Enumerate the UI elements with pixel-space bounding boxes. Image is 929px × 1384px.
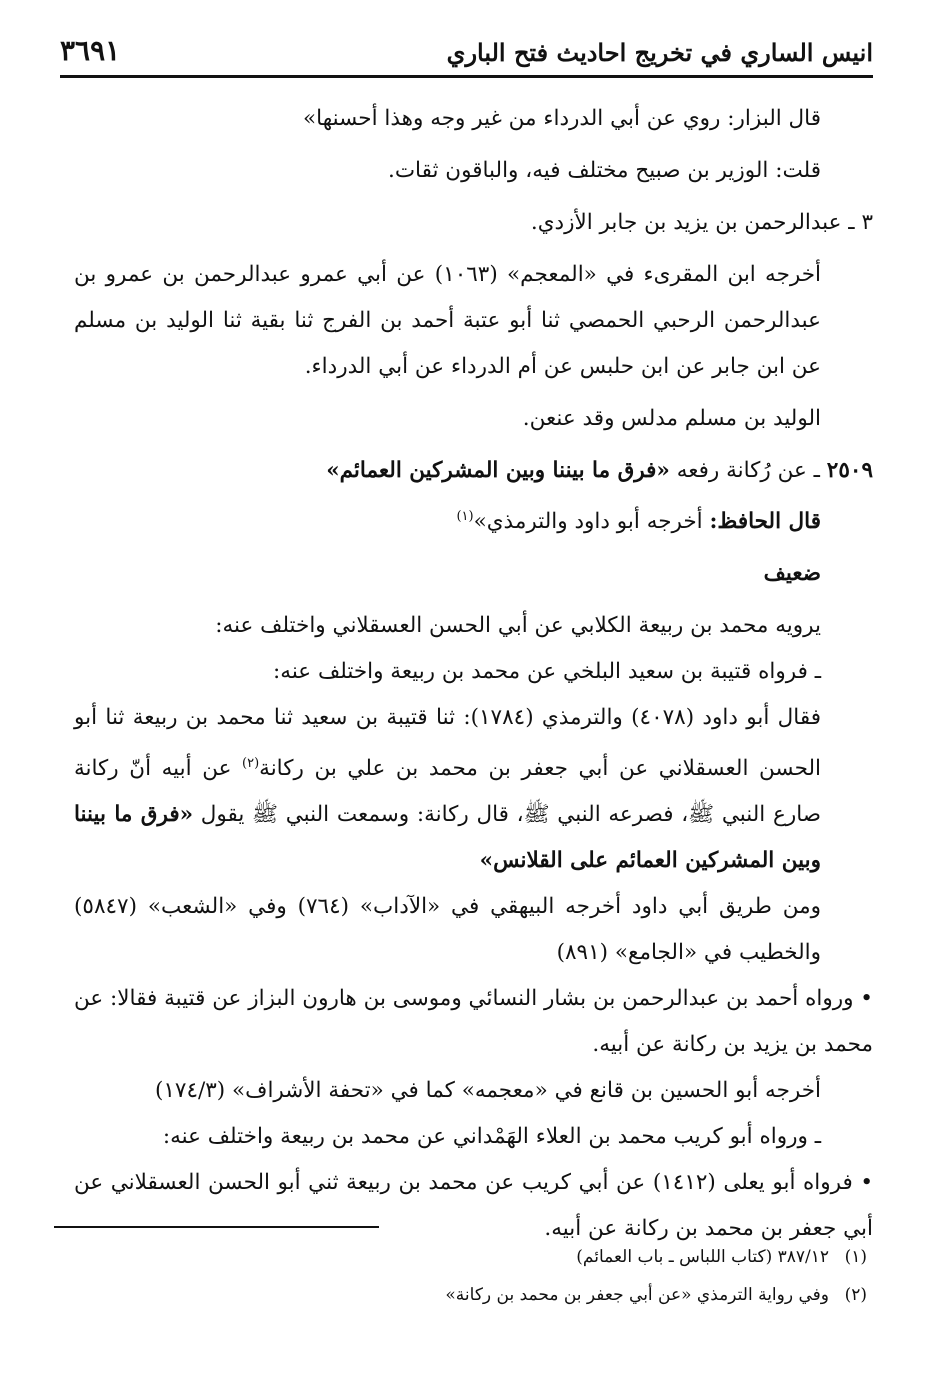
page-number: ٣٦٩١ bbox=[60, 34, 121, 67]
footnote-text: وفي رواية الترمذي «عن أبي جعفر بن محمد بن ركانة» bbox=[445, 1285, 829, 1305]
hadith-number: ٢٥٠٩ bbox=[826, 458, 873, 483]
paragraph: قلت: الوزير بن صبيح مختلف فيه، والباقون ثقات. bbox=[387, 158, 821, 183]
paragraph: ـ ورواه أبو كريب محمد بن العلاء الهَمْداني عن محمد بن ربيعة واختلف عنه: bbox=[162, 1124, 821, 1150]
footnotes bbox=[74, 1238, 873, 1314]
header-rule bbox=[60, 75, 873, 78]
hadith-entry bbox=[74, 448, 873, 494]
book-title: انيس الساري في تخريج احاديث فتح الباري bbox=[446, 38, 873, 67]
hafiz-label: قال الحافظ: bbox=[709, 509, 821, 535]
page-body bbox=[74, 96, 873, 1252]
hadith-intro: ـ عن رُكانة رفعه bbox=[676, 458, 820, 483]
running-header bbox=[60, 30, 873, 78]
paragraph: أخرجه أبو الحسين بن قانع في «معجمه» كما في «تحفة الأشراف» (١٧٤/٣) bbox=[154, 1078, 821, 1104]
hadith-text: «فرق ما بيننا وبين المشركين العمائم» bbox=[326, 458, 670, 483]
paragraph: قال البزار: روي عن أبي الدرداء من غير وجه وهذا أحسنها» bbox=[303, 106, 821, 131]
hafiz-text: أخرجه أبو داود والترمذي» bbox=[473, 509, 703, 535]
paragraph bbox=[74, 695, 873, 884]
paragraph: • ورواه أحمد بن عبدالرحمن بن بشار النسائي وموسى بن هارون البزاز عن قتيبة فقالا: عن محمد بن يزيد بن ركانة عن أبيه. bbox=[74, 986, 873, 1058]
footnote-number: (١) bbox=[844, 1247, 867, 1267]
text-run: عن أبيه أنّ ركانة صارع النبي ﷺ، فصرعه النبي ﷺ، قال ركانة: وسمعت النبي ﷺ يقول bbox=[74, 756, 822, 828]
hafiz-statement bbox=[74, 494, 873, 545]
footnote-number: (٢) bbox=[844, 1285, 867, 1305]
footnote-text: ٣٨٧/١٢ (كتاب اللباس ـ باب العمائم) bbox=[576, 1247, 829, 1267]
paragraph: ٣ ـ عبدالرحمن بن يزيد بن جابر الأزدي. bbox=[530, 210, 873, 235]
footnote-ref: (٢) bbox=[242, 756, 260, 772]
paragraph: ـ فرواه قتيبة بن سعيد البلخي عن محمد بن ربيعة واختلف عنه: bbox=[273, 659, 821, 685]
paragraph: يرويه محمد بن ربيعة الكلابي عن أبي الحسن العسقلاني واختلف عنه: bbox=[215, 613, 821, 639]
text-run: فقال أبو داود (٤٠٧٨) والترمذي (١٧٨٤): ثنا قتيبة بن سعيد ثنا محمد بن ربيعة ثنا أبو الحسن العسقلاني عن أبي جعفر بن محمد بن علي بن ركانة bbox=[74, 705, 821, 782]
footnote-rule bbox=[54, 1226, 379, 1228]
paragraph: ومن طريق أبي داود أخرجه البيهقي في «الآداب» (٧٦٤) وفي «الشعب» (٥٨٤٧) والخطيب في «الجامع» (٨٩١) bbox=[74, 894, 821, 966]
grade: ضعيف bbox=[763, 561, 821, 587]
paragraph: • فرواه أبو يعلى (١٤١٢) عن أبي كريب عن محمد بن ربيعة ثني أبو الحسن العسقلاني عن أبي جعفر بن محمد بن ركانة عن أبيه. bbox=[74, 1170, 873, 1242]
paragraph: الوليد بن مسلم مدلس وقد عنعن. bbox=[522, 406, 821, 431]
footnote-ref: (١) bbox=[456, 509, 474, 524]
paragraph: أخرجه ابن المقرىء في «المعجم» (١٠٦٣) عن أبي عمرو عبدالرحمن بن عمرو بن عبدالرحمن الرحبي الحمصي ثنا أبو عتبة أحمد بن الفرج ثنا بقية ثنا الوليد بن مسلم عن ابن جابر عن ابن حلبس عن أم الدرداء عن أبي الدرداء. bbox=[74, 262, 821, 379]
footnote bbox=[74, 1276, 873, 1314]
footnote bbox=[74, 1238, 873, 1276]
hadith-text: «فرق ما بيننا وبين المشركين العمائم على القلانس» bbox=[74, 802, 821, 874]
